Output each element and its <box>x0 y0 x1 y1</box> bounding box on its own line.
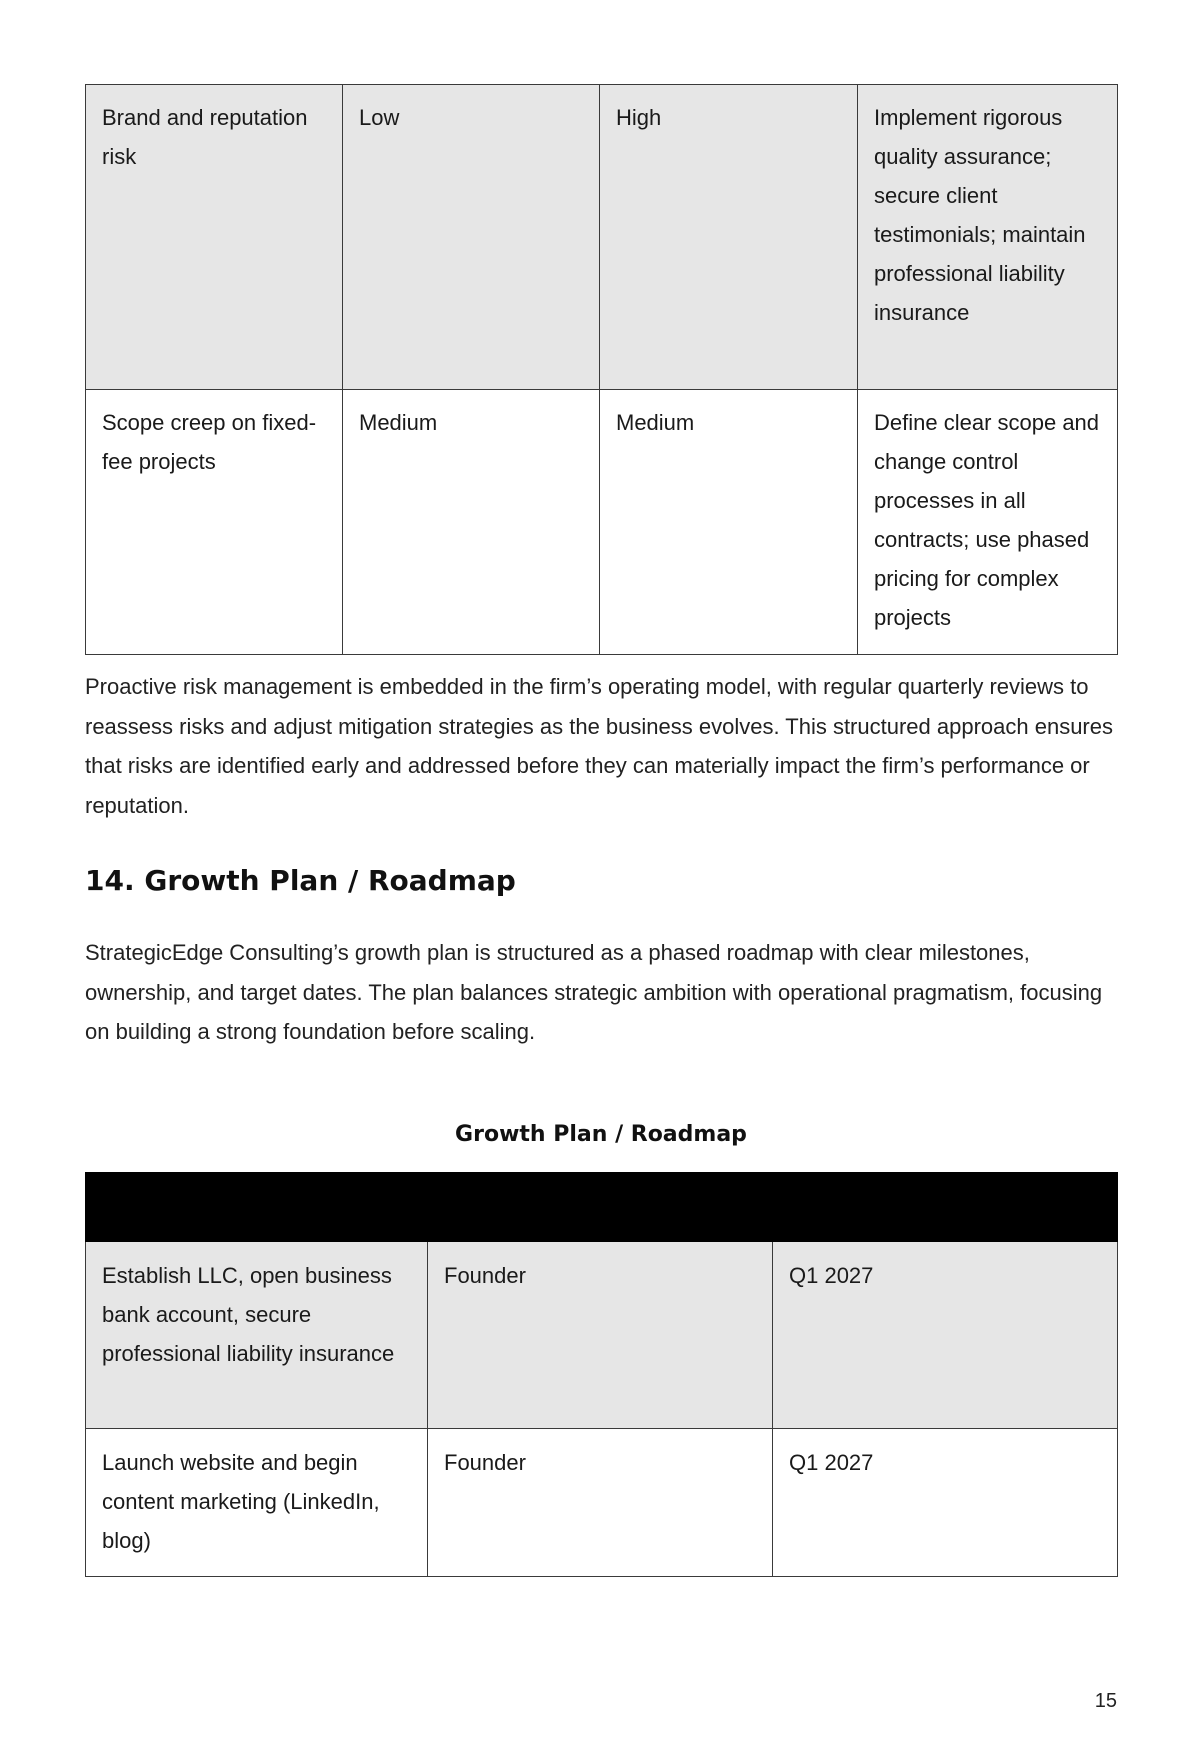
document-page <box>85 84 1117 1577</box>
mitigation-cell: Define clear scope and change control processes in all contracts; use phased pricing for complex projects <box>858 390 1118 655</box>
date-cell: Q1 2027 <box>773 1428 1118 1576</box>
table-header-row <box>86 1172 1118 1241</box>
header-cell <box>428 1172 773 1241</box>
risk-cell: Brand and reputation risk <box>86 85 343 390</box>
milestone-cell: Establish LLC, open business bank account, secure professional liability insurance <box>86 1241 428 1428</box>
impact-cell: Medium <box>600 390 858 655</box>
table-row <box>86 390 1118 655</box>
table-row <box>86 1241 1118 1428</box>
risk-table <box>85 84 1118 655</box>
header-cell <box>773 1172 1118 1241</box>
milestone-cell: Launch website and begin content marketing (LinkedIn, blog) <box>86 1428 428 1576</box>
page-number: 15 <box>1094 1690 1117 1712</box>
owner-cell: Founder <box>428 1428 773 1576</box>
owner-cell: Founder <box>428 1241 773 1428</box>
table-row <box>86 85 1118 390</box>
growth-plan-table <box>85 1172 1118 1577</box>
likelihood-cell: Medium <box>343 390 600 655</box>
risk-cell: Scope creep on fixed-fee projects <box>86 390 343 655</box>
mitigation-cell: Implement rigorous quality assurance; secure client testimonials; maintain professional liability insurance <box>858 85 1118 390</box>
table-title: Growth Plan / Roadmap <box>455 1121 747 1147</box>
impact-cell: High <box>600 85 858 390</box>
date-cell: Q1 2027 <box>773 1241 1118 1428</box>
table-row <box>86 1428 1118 1576</box>
risk-summary-paragraph: Proactive risk management is embedded in the firm’s operating model, with regular quarterly reviews to reassess risks and adjust mitigation strategies as the business evolves. This structured approach ensures that risks are identified early and addressed before they can materially impact the firm’s performance or reputation. <box>85 674 1113 818</box>
section-intro-paragraph: StrategicEdge Consulting’s growth plan is structured as a phased roadmap with clear milestones, ownership, and target dates. The plan balances strategic ambition with operational pragmatism, focusing on building a strong foundation before scaling. <box>85 940 1103 1044</box>
likelihood-cell: Low <box>343 85 600 390</box>
section-heading: 14. Growth Plan / Roadmap <box>85 864 516 897</box>
header-cell <box>86 1172 428 1241</box>
